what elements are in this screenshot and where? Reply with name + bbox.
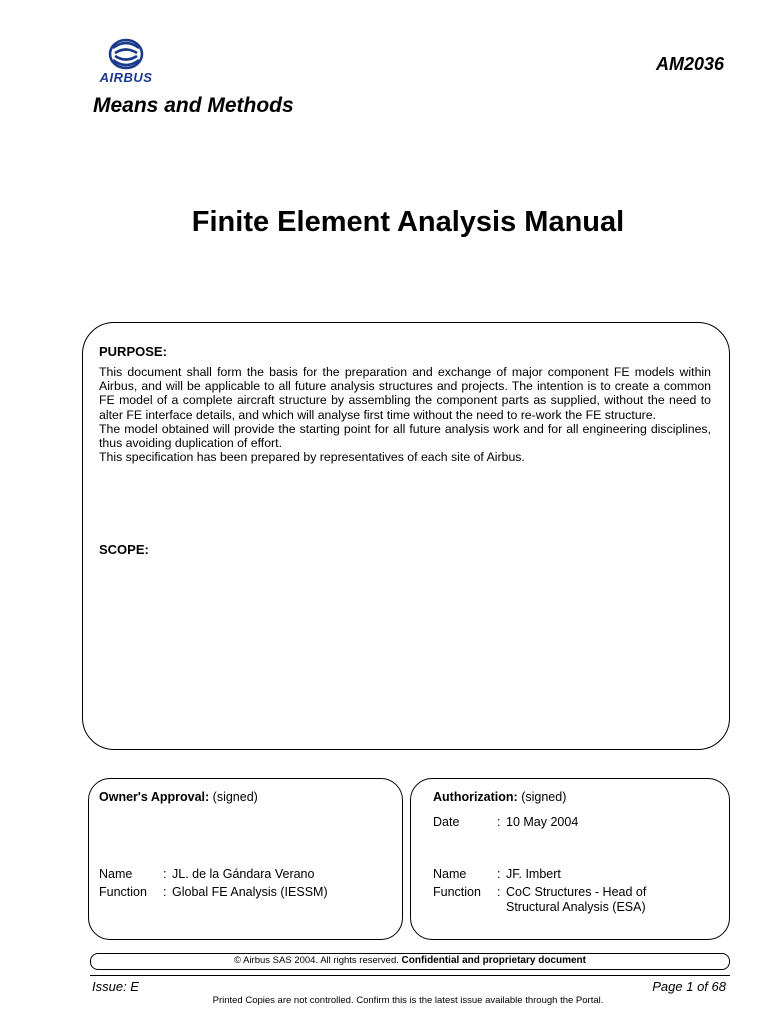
colon: : [163, 885, 167, 899]
authorization-status: (signed) [521, 790, 567, 804]
authorization-label: Authorization: [433, 790, 518, 804]
issue-label: Issue: E [92, 979, 139, 994]
airbus-logo [95, 36, 157, 88]
authorization-name-value: JF. Imbert [506, 867, 561, 881]
purpose-text [99, 365, 711, 464]
authorization-function-value-line1: CoC Structures - Head of [506, 885, 647, 899]
owner-function-value: Global FE Analysis (IESSM) [172, 885, 328, 899]
authorization-function-label: Function [433, 885, 481, 899]
footer-divider [90, 975, 730, 976]
airbus-logo-swirl-icon [95, 36, 157, 72]
authorization-function-row [433, 885, 723, 917]
authorization-date-value: 10 May 2004 [506, 815, 579, 829]
copyright-text: © Airbus SAS 2004. All rights reserved. [234, 955, 399, 966]
authorization-title [433, 790, 566, 804]
page-number: Page 1 of 68 [652, 979, 726, 994]
colon: : [497, 867, 501, 881]
authorization-box [410, 778, 730, 940]
confidential-text: Confidential and proprietary document [401, 955, 586, 966]
copyright-bar [90, 953, 730, 970]
colon: : [163, 867, 167, 881]
owner-approval-label: Owner's Approval: [99, 790, 210, 804]
document-title: Finite Element Analysis Manual [191, 206, 625, 238]
purpose-paragraph: This specification has been prepared by representatives of each site of Airbus. [99, 450, 525, 465]
owner-name-label: Name [99, 867, 133, 881]
authorization-date-label: Date [433, 815, 460, 829]
owner-approval-status: (signed) [212, 790, 258, 804]
owner-function-label: Function [99, 885, 147, 899]
printed-copies-note: Printed Copies are not controlled. Confirm this is the latest issue available through the Portal. [212, 995, 604, 1006]
purpose-paragraph: The model obtained will provide the starting point for all future analysis work and for all engineering disciplines, thus avoiding duplication of effort. [99, 421, 711, 451]
document-code: AM2036 [655, 54, 724, 74]
scope-heading: SCOPE: [99, 542, 149, 557]
owner-approval-title [99, 790, 258, 804]
colon: : [497, 885, 501, 899]
logo-text: AIRBUS [99, 70, 153, 85]
purpose-paragraph: This document shall form the basis for the preparation and exchange of major component FE models within Airbus, and will be applicable to all future analysis structures and projects. The intention is to create a common FE model of a complete aircraft structure by assembling the component parts as supplied, without the need to alter FE interface details, and which will analyse first time without the need to re-work the FE structure. [99, 365, 711, 422]
authorization-function-value-line2: Structural Analysis (ESA) [506, 900, 646, 914]
purpose-heading: PURPOSE: [99, 344, 167, 359]
document-category: Means and Methods [93, 94, 294, 117]
authorization-name-label: Name [433, 867, 467, 881]
owner-approval-box [88, 778, 403, 940]
owner-name-value: JL. de la Gándara Verano [172, 867, 315, 881]
colon: : [497, 815, 501, 829]
